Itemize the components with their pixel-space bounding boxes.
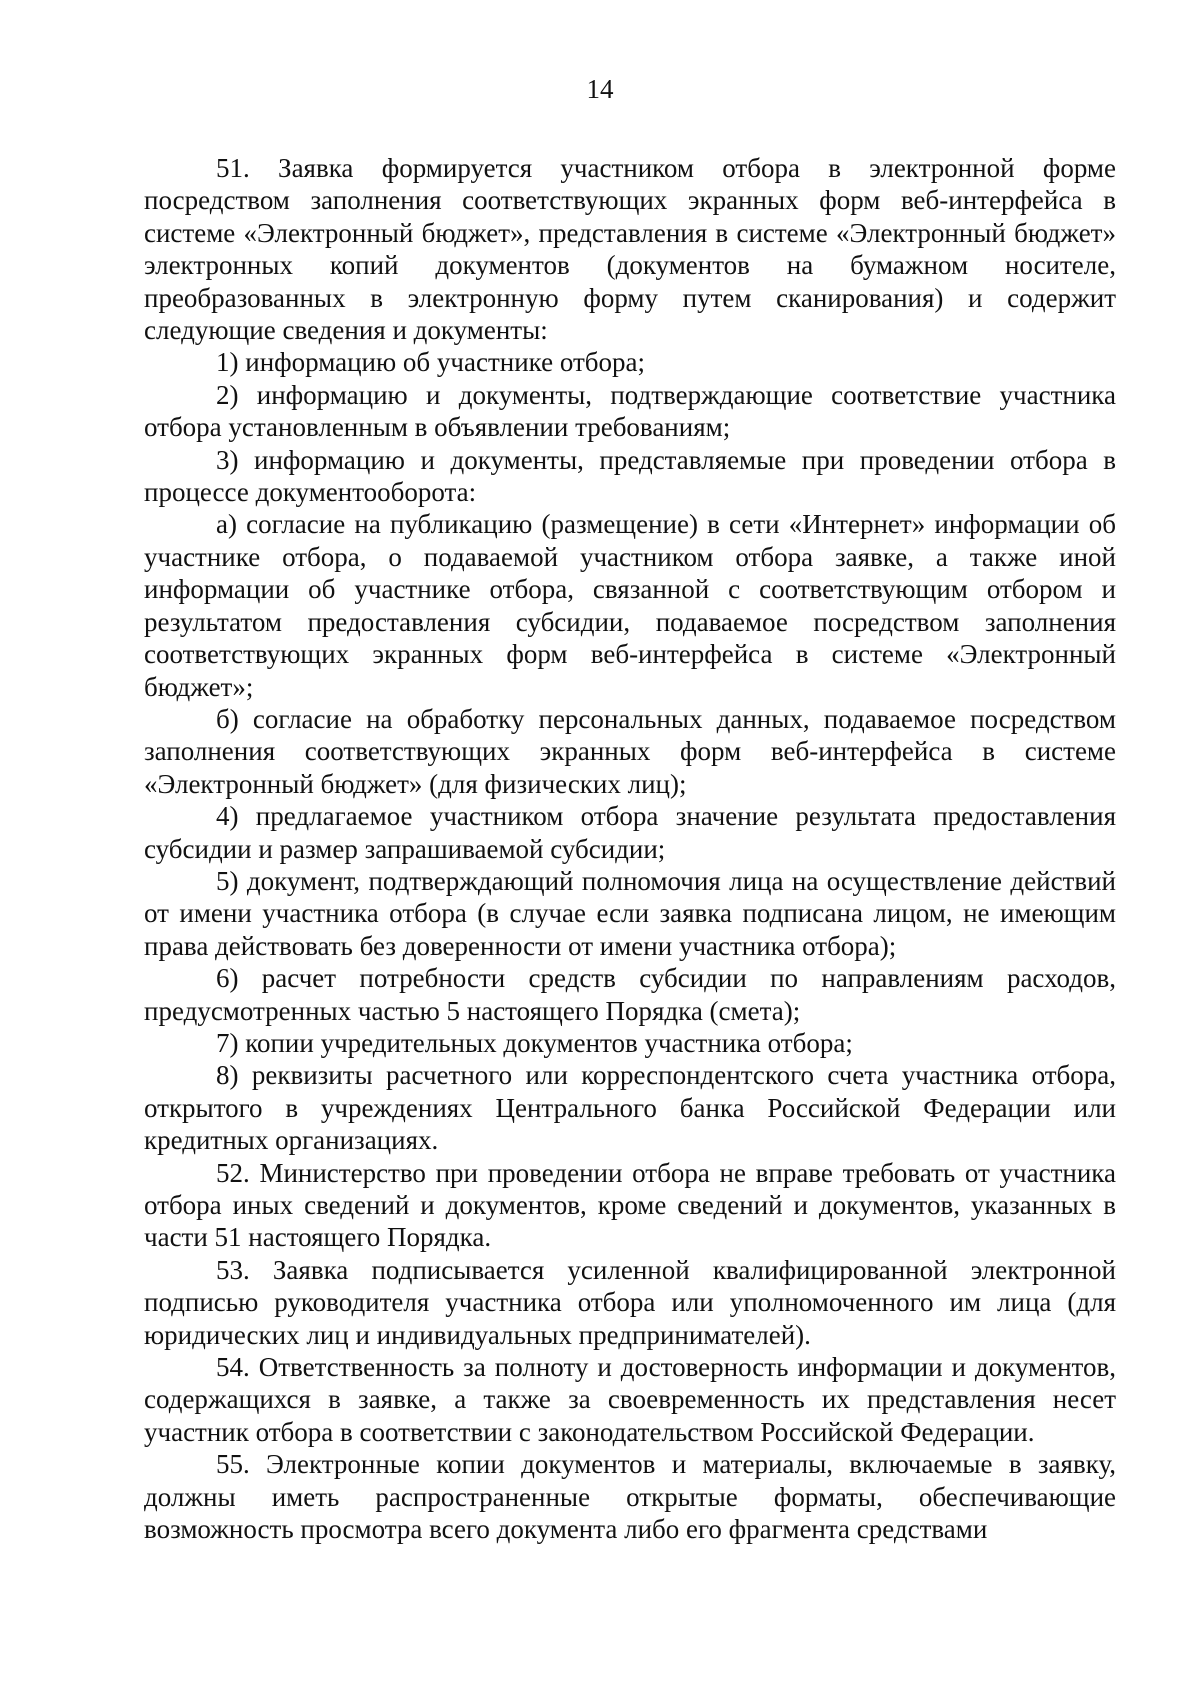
- list-item-6: 6) расчет потребности средств субсидии по направлениям расходов, предусмотренных частью 5 настоящего Порядка (смета);: [144, 963, 1116, 1026]
- list-item-2: 2) информацию и документы, подтверждающие соответствие участника отбора установленным в объявлении требованиям;: [144, 379, 1116, 443]
- list-item-1: 1) информацию об участнике отбора;: [216, 347, 646, 378]
- list-item-3b: б) согласие на обработку персональных данных, подаваемое посредством заполнения соответствующих экранных форм веб-интерфейса в системе «Электронный бюджет» (для физических лиц);: [144, 703, 1116, 799]
- list-item-3: 3) информацию и документы, представляемые при проведении отбора в процессе документооборота:: [144, 444, 1116, 508]
- list-item-5: 5) документ, подтверждающий полномочия лица на осуществление действий от имени участника отбора (в случае если заявка подписана лицом, не имеющим права действовать без доверенности от имени участника отбора);: [144, 865, 1116, 961]
- paragraph-51: 51. Заявка формируется участником отбора в электронной форме посредством заполнения соответствующих экранных форм веб-интерфейса в системе «Электронный бюджет», представления в системе «Электронный бюджет» электронных копий документов (документов на бумажном носителе, преобразованных в электронную форму путем сканирования) и содержит следующие сведения и документы:: [144, 153, 1116, 346]
- paragraph-52: 52. Министерство при проведении отбора не вправе требовать от участника отбора иных сведений и документов, кроме сведений и документов, указанных в части 51 настоящего Порядка.: [144, 1157, 1116, 1253]
- list-item-4: 4) предлагаемое участником отбора значение результата предоставления субсидии и размер запрашиваемой субсидии;: [144, 801, 1116, 864]
- list-item-7: 7) копии учредительных документов участника отбора;: [216, 1027, 853, 1058]
- list-item-8: 8) реквизиты расчетного или корреспондентского счета участника отбора, открытого в учреждениях Центрального банка Российской Федерации или кредитных организациях.: [144, 1060, 1116, 1156]
- page-number: 14: [586, 74, 614, 104]
- paragraph-53: 53. Заявка подписывается усиленной квалифицированной электронной подписью руководителя участника отбора или уполномоченного им лица (для юридических лиц и индивидуальных предпринимателей).: [144, 1254, 1116, 1350]
- paragraph-55: 55. Электронные копии документов и материалы, включаемые в заявку, должны иметь распространенные открытые форматы, обеспечивающие возможность просмотра всего документа либо его фрагмента средствами: [144, 1449, 1116, 1545]
- paragraph-54: 54. Ответственность за полноту и достоверность информации и документов, содержащихся в заявке, а также за своевременность их представления несет участник отбора в соответствии с законодательством Российской Федерации.: [144, 1352, 1116, 1447]
- document-body: [144, 152, 1116, 1545]
- list-item-3a: а) согласие на публикацию (размещение) в сети «Интернет» информации об участнике отбора, о подаваемой участником отбора заявке, а также иной информации об участнике отбора, связанной с соответствующим отбором и результатом предоставления субсидии, подаваемое посредством заполнения соответствующих экранных форм веб-интерфейса в системе «Электронный бюджет»;: [144, 509, 1116, 702]
